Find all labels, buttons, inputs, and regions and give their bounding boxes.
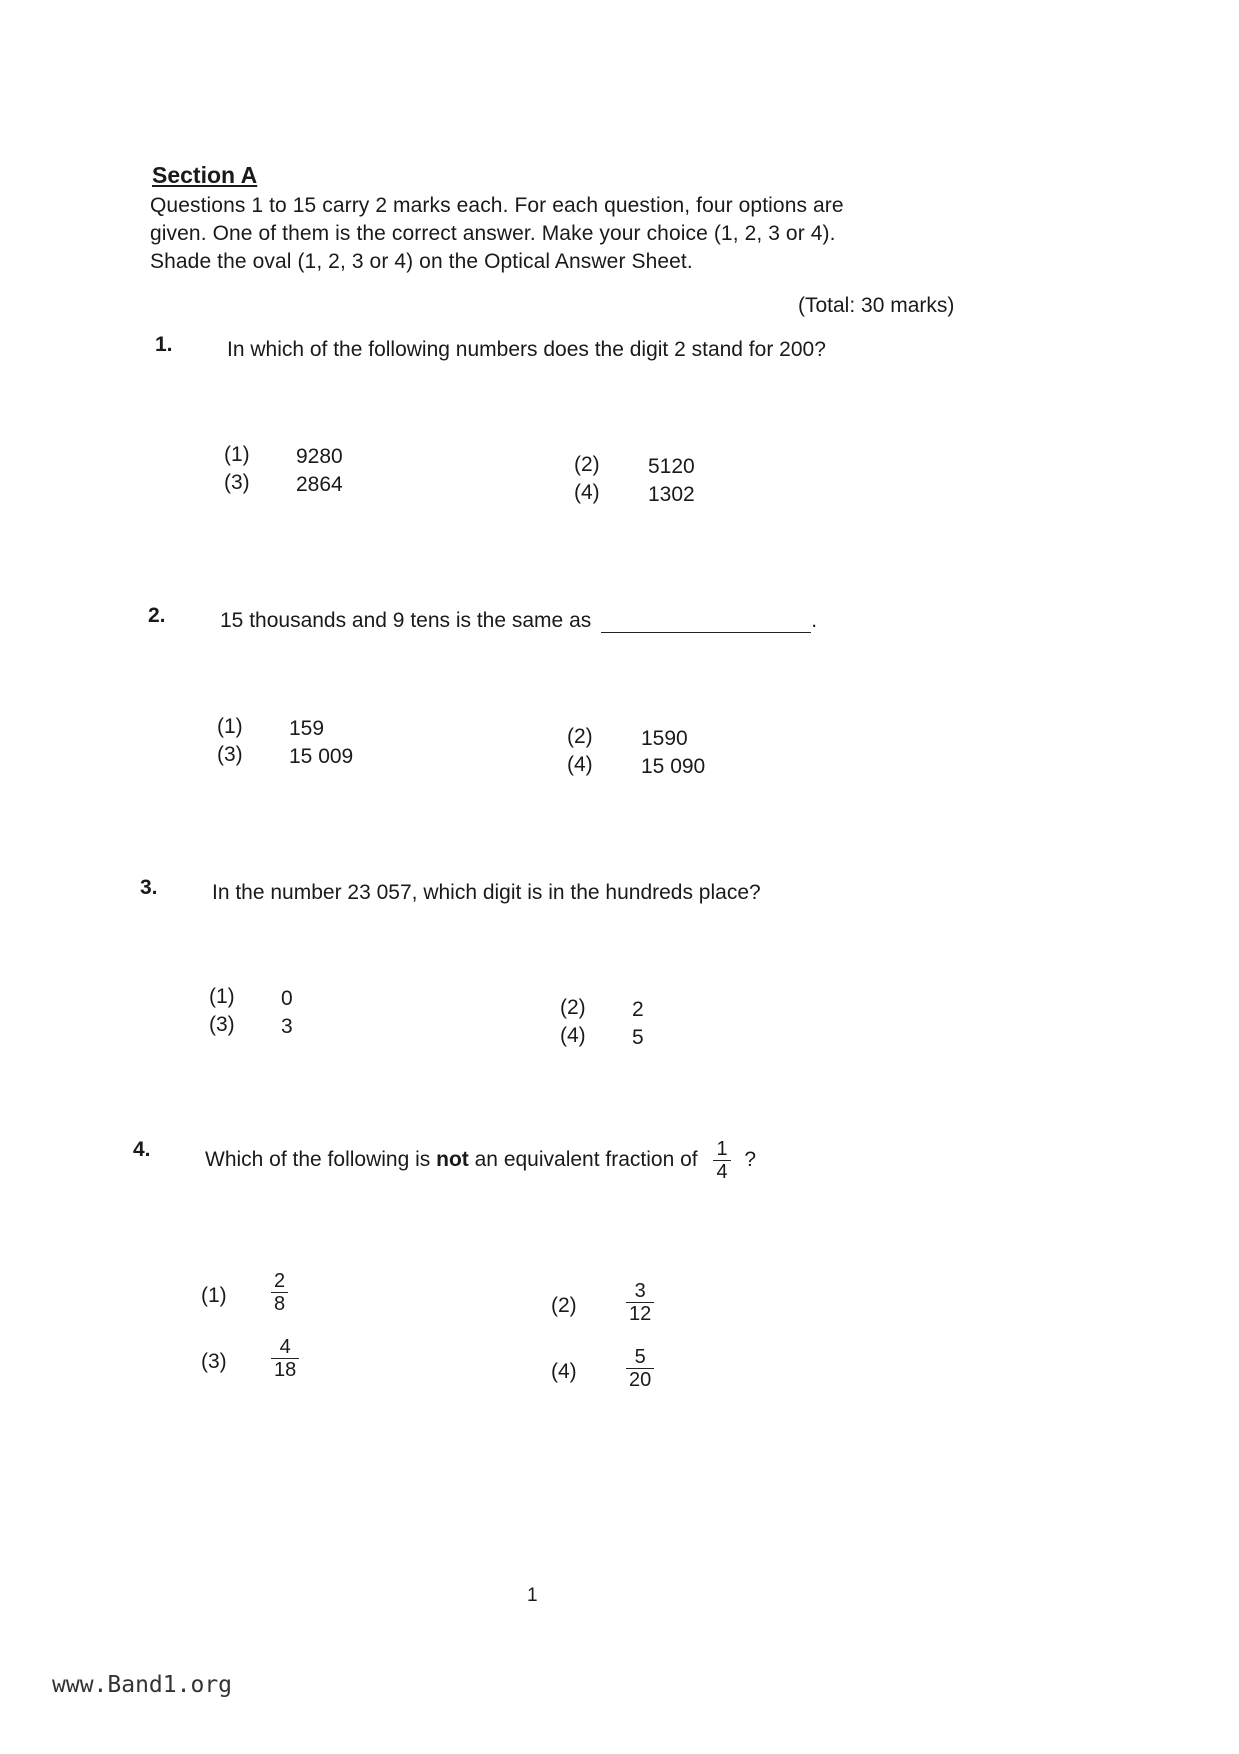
- q4-option-1-label: (1): [201, 1284, 227, 1307]
- question-2-text: [220, 609, 817, 633]
- page-number: 1: [527, 1585, 538, 1606]
- question-4-text: [205, 1138, 756, 1183]
- q2-option-3-label: (3): [217, 743, 243, 766]
- section-instructions: [150, 192, 990, 276]
- instructions-line-2: given. One of them is the correct answer. Make your choice (1, 2, 3 or 4).: [150, 222, 836, 245]
- question-2-text-main: 15 thousands and 9 tens is the same as: [220, 609, 592, 632]
- q2-option-1-label: (1): [217, 715, 243, 738]
- question-4-text-after: an equivalent fraction of: [474, 1148, 698, 1172]
- q3-option-2-value: 2: [632, 998, 644, 1021]
- footer-url: www.Band1.org: [52, 1672, 233, 1698]
- question-4-text-before: Which of the following is: [205, 1148, 431, 1172]
- question-1-text: In which of the following numbers does the digit 2 stand for 200?: [227, 338, 826, 361]
- q4-option-3-denominator: 18: [271, 1358, 299, 1381]
- q2-option-3-value: 15 009: [289, 745, 354, 768]
- q3-option-1-label: (1): [209, 985, 235, 1008]
- q4-option-3-fraction: [271, 1336, 299, 1381]
- q3-option-4-label: (4): [560, 1024, 586, 1047]
- q4-option-4-label: (4): [551, 1360, 577, 1383]
- q4-option-2-denominator: 12: [626, 1302, 654, 1325]
- q1-option-3-value: 2864: [296, 473, 343, 496]
- q4-option-4-denominator: 20: [626, 1368, 654, 1391]
- q2-option-4-value: 15 090: [641, 755, 706, 778]
- q4-option-4-numerator: 5: [634, 1346, 646, 1368]
- q1-option-3-label: (3): [224, 471, 250, 494]
- q4-option-3-label: (3): [201, 1350, 227, 1373]
- instructions-line-1: Questions 1 to 15 carry 2 marks each. For each question, four options are: [150, 194, 844, 217]
- total-marks: (Total: 30 marks): [798, 294, 955, 317]
- q2-option-2-value: 1590: [641, 727, 688, 750]
- question-2-number: 2.: [148, 604, 166, 627]
- q1-option-1-label: (1): [224, 443, 250, 466]
- q1-option-4-value: 1302: [648, 483, 695, 506]
- q3-option-1-value: 0: [281, 987, 293, 1010]
- q4-option-1-fraction: [271, 1270, 288, 1315]
- q4-option-1-denominator: 8: [271, 1292, 288, 1315]
- q4-option-2-fraction: [626, 1280, 654, 1325]
- question-4-fraction-numerator: 1: [716, 1138, 728, 1160]
- question-4-fraction: [713, 1138, 730, 1183]
- question-4-fraction-denominator: 4: [713, 1160, 730, 1183]
- q4-option-2-numerator: 3: [634, 1280, 646, 1302]
- q4-option-2-label: (2): [551, 1294, 577, 1317]
- q3-option-4-value: 5: [632, 1026, 644, 1049]
- q2-option-4-label: (4): [567, 753, 593, 776]
- q1-option-1-value: 9280: [296, 445, 343, 468]
- question-4-text-end: ?: [744, 1148, 757, 1172]
- question-3-number: 3.: [140, 876, 158, 899]
- q4-option-3-numerator: 4: [279, 1336, 291, 1358]
- q1-option-2-label: (2): [574, 453, 600, 476]
- question-4-number: 4.: [133, 1138, 151, 1161]
- section-title: Section A: [152, 162, 258, 188]
- q2-option-2-label: (2): [567, 725, 593, 748]
- q4-option-4-fraction: [626, 1346, 654, 1391]
- q3-option-2-label: (2): [560, 996, 586, 1019]
- q4-option-1-numerator: 2: [274, 1270, 286, 1292]
- question-2-text-end: .: [811, 609, 818, 632]
- question-1-number: 1.: [155, 333, 173, 356]
- instructions-line-3: Shade the oval (1, 2, 3 or 4) on the Optical Answer Sheet.: [150, 250, 693, 273]
- question-3-text: In the number 23 057, which digit is in the hundreds place?: [212, 881, 761, 904]
- q1-option-2-value: 5120: [648, 455, 695, 478]
- q3-option-3-label: (3): [209, 1013, 235, 1036]
- question-4-text-bold: not: [436, 1148, 469, 1172]
- q2-option-1-value: 159: [289, 717, 325, 740]
- q3-option-3-value: 3: [281, 1015, 293, 1038]
- answer-blank: [601, 632, 811, 633]
- q1-option-4-label: (4): [574, 481, 600, 504]
